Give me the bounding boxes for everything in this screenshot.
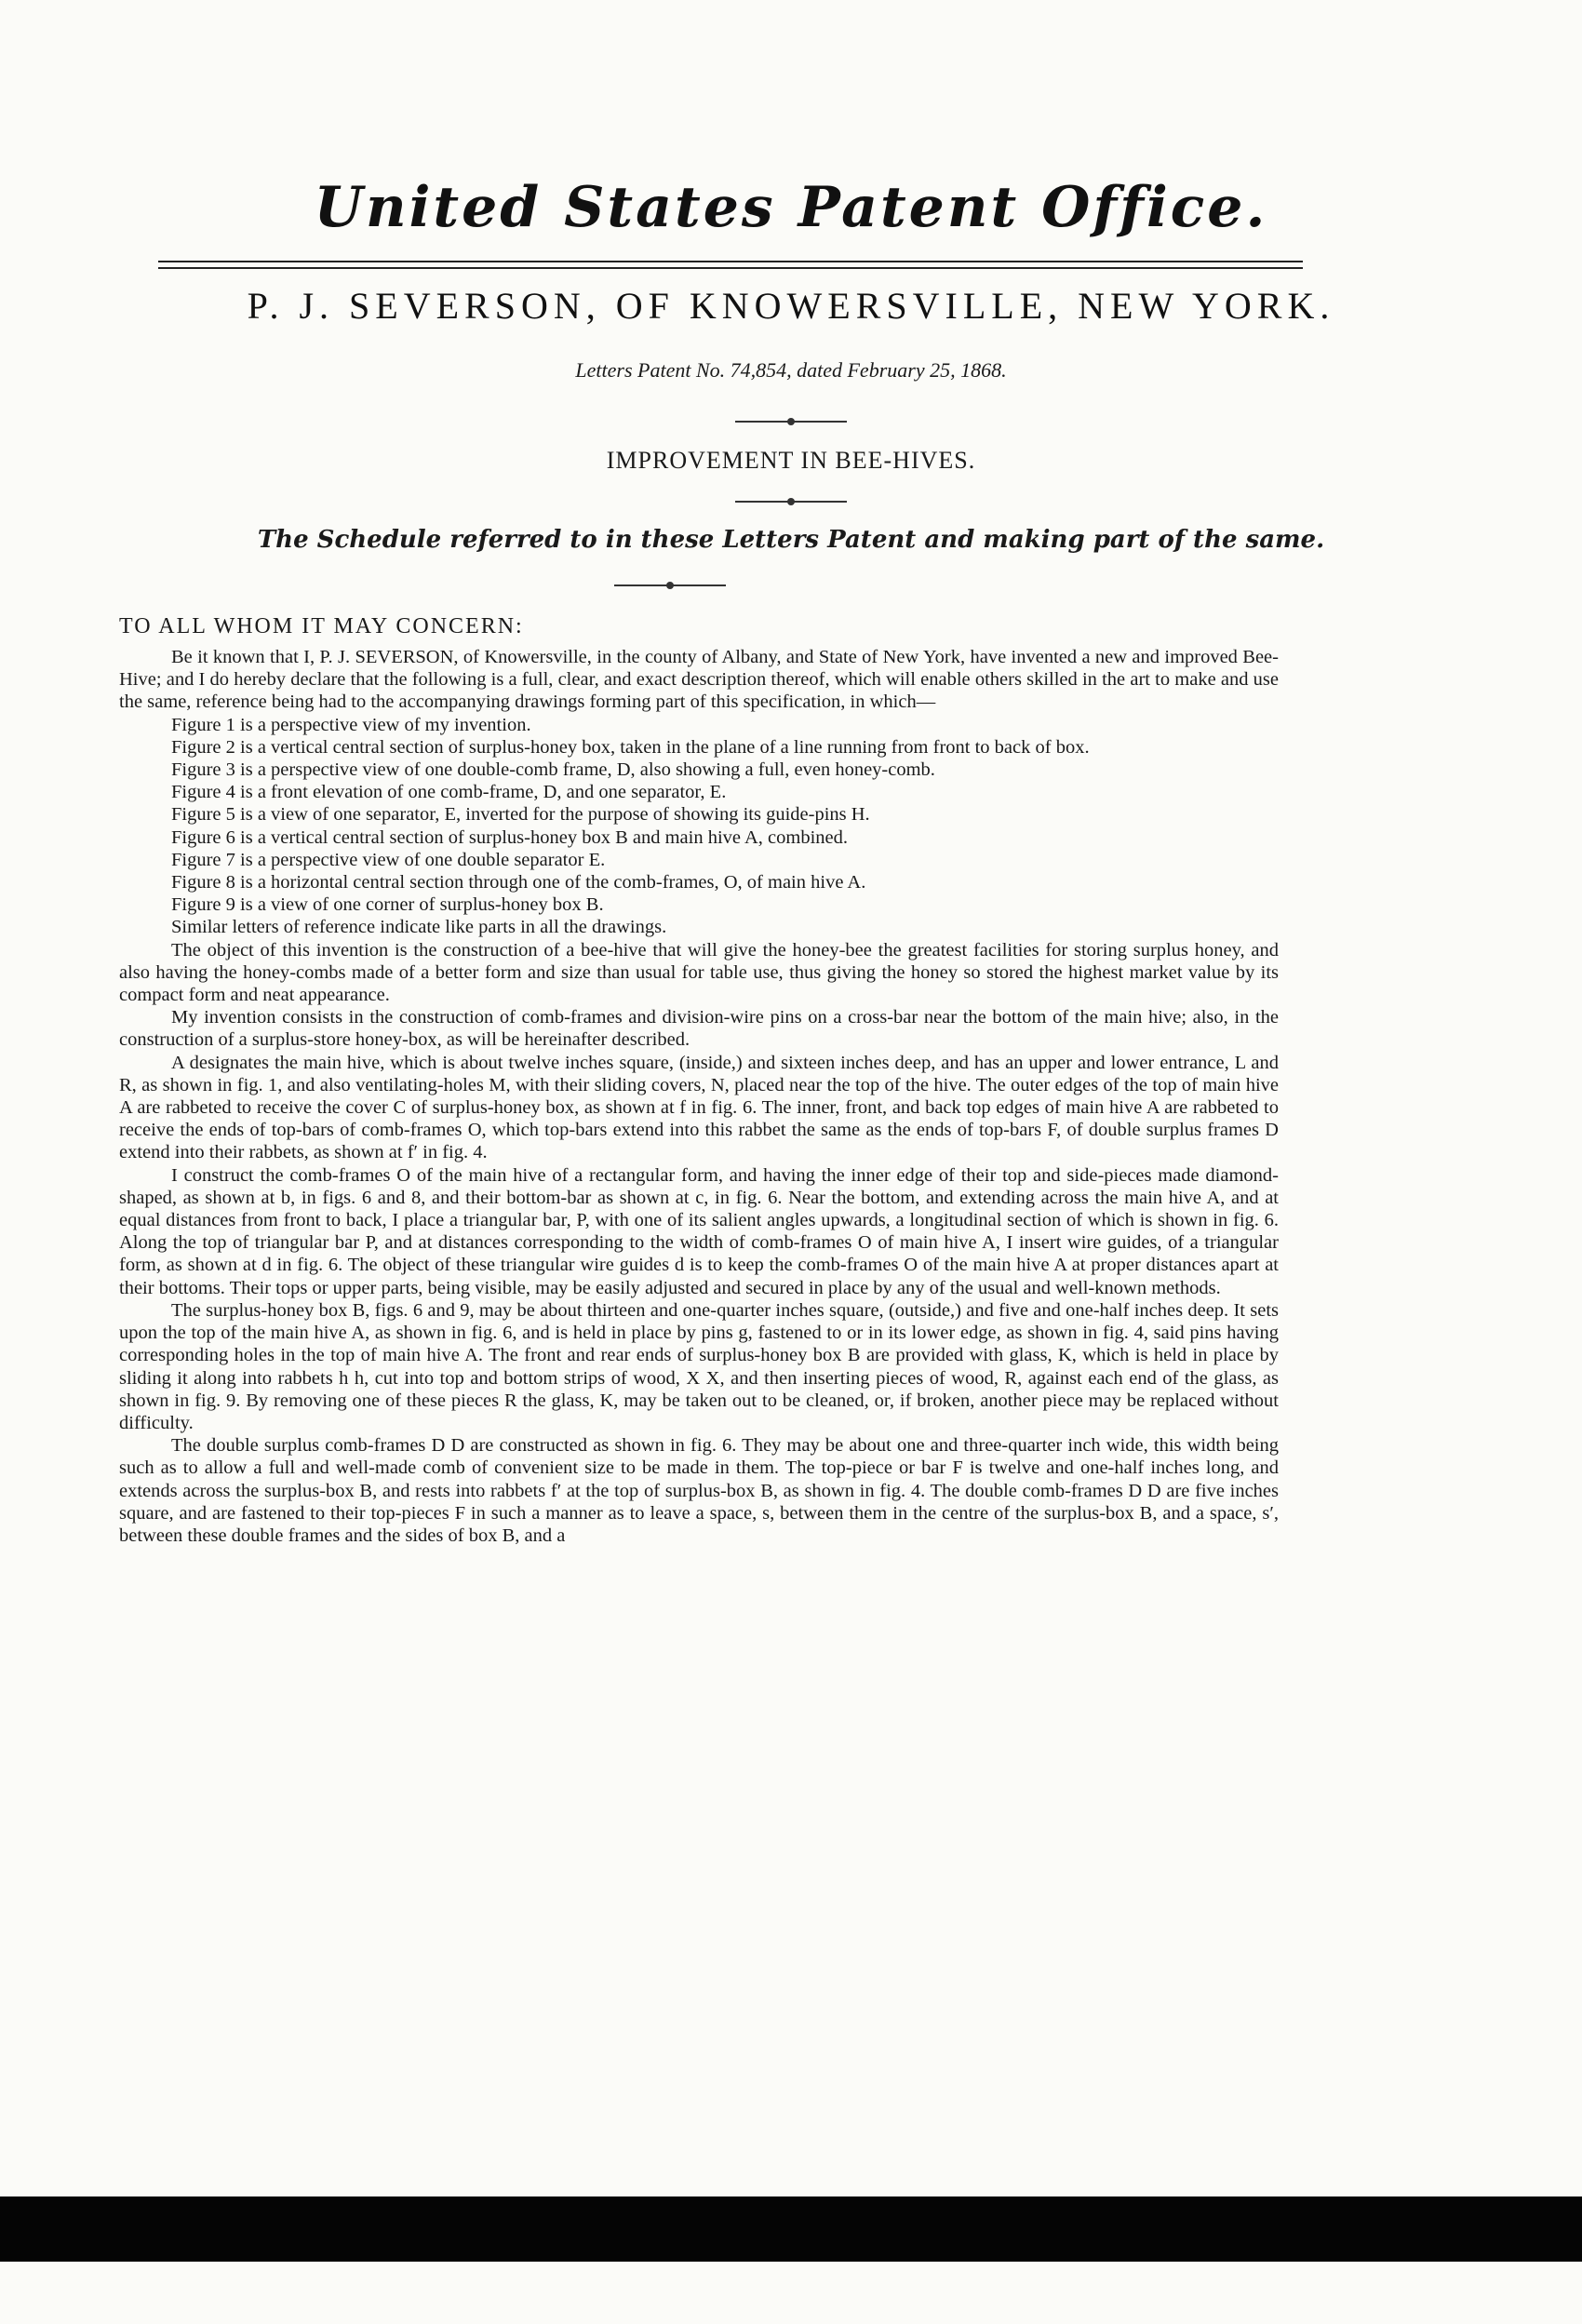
paragraph-intro: Be it known that I, P. J. SEVERSON, of Knowersville, in the county of Albany, and State of New York, have invented a new and improved Bee-Hive; and I do hereby declare that the following is a full, clear, and exact description thereof, which will enable others skilled in the art to make and use the same, reference being had to the accompanying drawings forming part of this specification, in which— [119,647,1279,713]
figure-caption: Figure 5 is a view of one separator, E, inverted for the purpose of showing its guide-pins H. [171,804,870,826]
figure-caption: Figure 2 is a vertical central section of surplus-honey box, taken in the plane of a line running from front to back of box. [171,736,1090,758]
salutation: TO ALL WHOM IT MAY CONCERN: [119,614,524,638]
paragraph: A designates the main hive, which is about twelve inches square, (inside,) and sixteen inches deep, and has an upper and lower entrance, L and R, as shown in fig. 1, and also ventilating-holes M, with their sliding covers, N, placed near the top of the hive. The outer edges of the top of main hive A are rabbeted to receive the cover C of surplus-honey box, as shown at f in fig. 6. The inner, front, and back top edges of main hive A are rabbeted to receive the ends of top-bars of comb-frames O, which top-bars extend into this rabbet the same as the ends of top-bars F, of double surplus frames D extend into their rabbets, as shown at f′ in fig. 4. [119,1052,1279,1163]
paragraph: The object of this invention is the construction of a bee-hive that will give the honey-bee the greatest facilities for storing surplus honey, and also having the honey-combs made of a better form and size than usual for table use, thus giving the honey so stored the highest market value by its compact form and neat appearance. [119,939,1279,1006]
paragraph: My invention consists in the construction of comb-frames and division-wire pins on a cross-bar near the bottom of the main hive; also, in the construction of a surplus-store honey-box, as will be hereinafter described. [119,1007,1279,1051]
figure-caption: Figure 6 is a vertical central section of surplus-honey box B and main hive A, combined. [171,826,849,848]
section-divider [614,584,726,586]
inventor-line: P. J. SEVERSON, OF KNOWERSVILLE, NEW YORK. [247,285,1335,327]
figure-caption: Figure 9 is a view of one corner of surplus-honey box B. [171,894,604,916]
figure-caption: Figure 7 is a perspective view of one double separator E. [171,849,606,870]
paragraph: The double surplus comb-frames D D are constructed as shown in fig. 6. They may be about one and three-quarter inch wide, this width being such as to allow a full and well-made comb of convenient size to be made in them. The top-piece or bar F is twelve and one-half inches long, and extends across the surplus-box B, and rests into rabbets f′ at the top of surplus-box B, as shown in fig. 4. The double comb-frames D D are five inches square, and are fastened to their top-pieces F in such a manner as to leave a space, s, between them in the centre of the surplus-box B, and a space, s′, between these double frames and the sides of box B, and a [119,1435,1279,1546]
patent-dateline: Letters Patent No. 74,854, dated February 25, 1868. [575,358,1007,382]
paragraph: I construct the comb-frames O of the main hive of a rectangular form, and having the inner edge of their top and side-pieces made diamond-shaped, as shown at b, in figs. 6 and 8, and their bottom-bar as shown at c, in fig. 6. Near the bottom, and extending across the main hive A, and at equal distances from front to back, I place a triangular bar, P, with one of its salient angles upwards, a longitudinal section of which is shown in fig. 6. Along the top of triangular bar P, and at distances corresponding to the width of comb-frames O of main hive A, I insert wire guides, of a triangular form, as shown at d in fig. 6. The object of these triangular wire guides d is to keep the comb-frames O of the main hive A at proper distances apart at their bottoms. Their tops or upper parts, being visible, may be easily adjusted and secured in place by any of the usual and well-known methods. [119,1164,1279,1298]
scan-edge-bar [0,2196,1582,2262]
title-divider [158,261,1303,269]
figure-caption: Figure 4 is a front elevation of one comb-frame, D, and one separator, E. [171,782,727,803]
figure-caption: Figure 1 is a perspective view of my invention. [171,714,531,735]
paragraph: Similar letters of reference indicate like parts in all the drawings. [171,917,667,938]
schedule-heading: The Schedule referred to in these Letters Patent and making part of the same. [257,526,1325,554]
office-title: United States Patent Office. [314,175,1268,240]
section-divider [735,501,847,503]
figure-caption: Figure 3 is a perspective view of one double-comb frame, D, also showing a full, even honey-comb. [171,759,935,781]
paragraph: The surplus-honey box B, figs. 6 and 9, may be about thirteen and one-quarter inches square, (outside,) and five and one-half inches deep. It sets upon the top of the main hive A, as shown in fig. 6, and is held in place by pins g, fastened to or in its lower edge, as shown in fig. 4, said pins having corresponding holes in the top of main hive A. The front and rear ends of surplus-honey box B are provided with glass, K, which is held in place by sliding it along into rabbets h h, cut into top and bottom strips of wood, X X, and then inserting pieces of wood, R, against each end of the glass, as shown in fig. 9. By removing one of these pieces R the glass, K, may be taken out to be cleaned, or, if broken, another piece may be replaced without difficulty. [119,1299,1279,1433]
specification-body [119,646,1279,1547]
patent-subject: IMPROVEMENT IN BEE-HIVES. [606,447,976,474]
section-divider [735,421,847,423]
figure-caption: Figure 8 is a horizontal central section through one of the comb-frames, O, of main hive A. [171,872,866,893]
